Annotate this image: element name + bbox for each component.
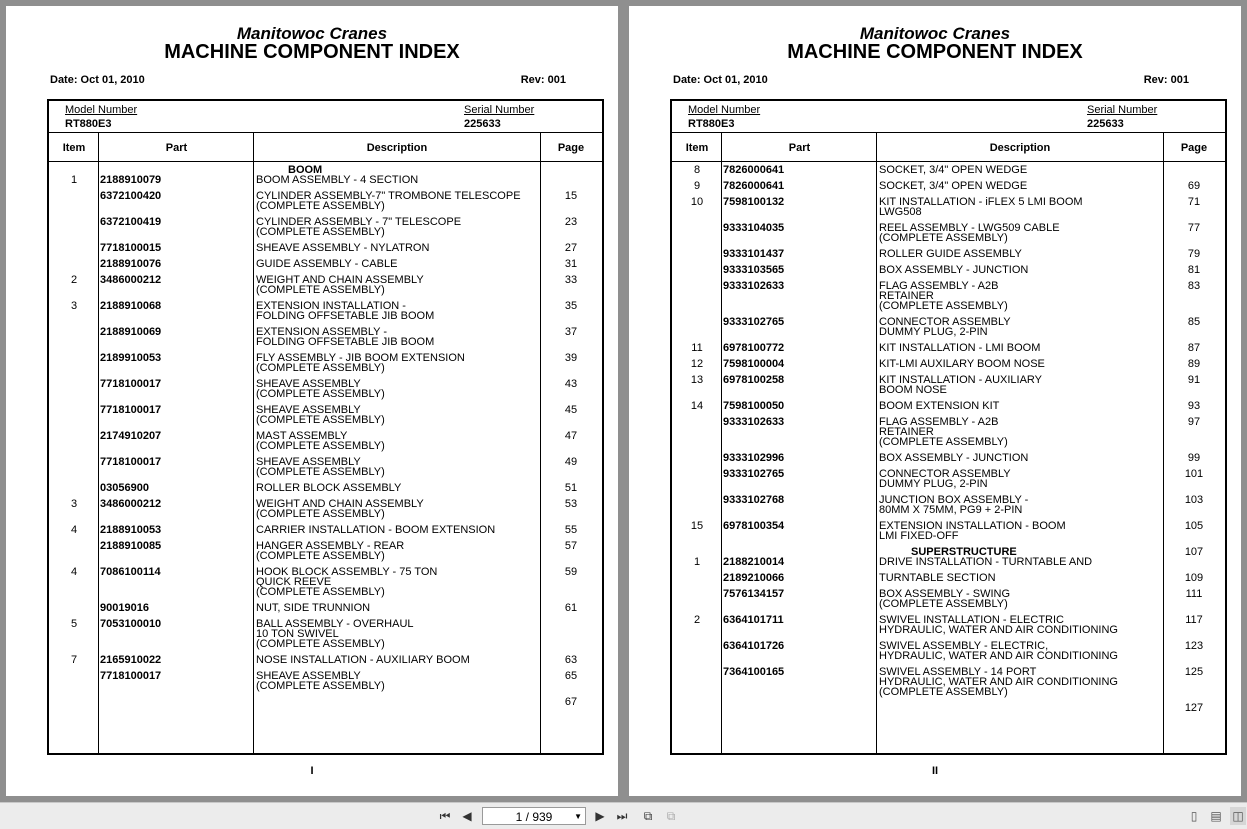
index-table [47,99,604,755]
part-number: 2188910079 [100,174,162,186]
description-line: CONNECTOR ASSEMBLY [879,468,1011,480]
document-title: MACHINE COMPONENT INDEX [164,41,460,63]
description-line: KIT INSTALLATION - LMI BOOM [879,342,1041,354]
model-number-value: RT880E3 [65,118,112,130]
description-line: (COMPLETE ASSEMBLY) [256,200,385,212]
item-number: 4 [70,566,78,578]
page-indicator: 1 / 939 [515,810,553,824]
divider [49,132,602,133]
part-number: 9333102765 [723,316,785,328]
part-number: 7576134157 [723,588,785,600]
part-description [256,243,541,259]
navigation-toolbar [0,802,1247,829]
column-header-item: Item [685,142,709,154]
part-number: 6372100419 [100,216,162,228]
page-number: II [931,765,939,777]
item-number: 12 [690,358,704,370]
part-number: 9333104035 [723,222,785,234]
page-reference: 89 [1187,358,1201,370]
page-reference: 69 [1187,180,1201,192]
description-line: (COMPLETE ASSEMBLY) [256,550,385,562]
page-reference: 31 [564,258,578,270]
serial-number-label: Serial Number [1087,104,1158,116]
description-line: FLAG ASSEMBLY - A2B [879,280,999,292]
part-description [879,281,1164,317]
part-number: 7086100114 [100,566,161,578]
facing-pages-view-icon[interactable]: ◫ [1230,807,1246,825]
description-line: EXTENSION ASSEMBLY - [256,326,388,338]
part-description [256,457,541,483]
description-line: BOX ASSEMBLY - JUNCTION [879,264,1029,276]
part-description [256,431,541,457]
page-reference: 63 [564,654,578,666]
page-reference: 101 [1184,468,1204,480]
description-line: ROLLER GUIDE ASSEMBLY [879,248,1022,260]
part-description [879,343,1164,359]
part-number: 9333102765 [723,468,785,480]
part-number: 6978100354 [723,520,785,532]
page-reference: 15 [564,190,578,202]
item-number: 5 [70,618,78,630]
part-number: 9333102633 [723,416,785,428]
page-reference: 71 [1187,196,1201,208]
column-header-part: Part [165,142,188,154]
page-reference: 91 [1187,374,1201,386]
description-line: (COMPLETE ASSEMBLY) [256,362,385,374]
description-line: NUT, SIDE TRUNNION [256,602,371,614]
description-line: KIT INSTALLATION - AUXILIARY [879,374,1043,386]
part-description [256,541,541,567]
item-number: 1 [693,556,701,568]
part-description [256,499,541,525]
part-description [256,671,541,697]
page-reference: 33 [564,274,578,286]
column-header-item: Item [62,142,86,154]
next-page-icon[interactable]: ▶ [595,809,605,823]
part-number: 2188910053 [100,524,162,536]
page-reference: 79 [1187,248,1201,260]
page-reference: 81 [1187,264,1201,276]
part-number: 7718100017 [100,378,162,390]
table-row [49,378,602,416]
column-header-description: Description [989,142,1051,154]
description-line: (COMPLETE ASSEMBLY) [256,284,385,296]
part-number: 7053100010 [100,618,162,630]
table-row [49,670,602,708]
item-number: 2 [70,274,78,286]
part-description [879,359,1164,375]
part-number: 7598100050 [723,400,785,412]
divider [49,161,602,162]
part-description [256,353,541,379]
description-line: (COMPLETE ASSEMBLY) [256,466,385,478]
description-line: (COMPLETE ASSEMBLY) [256,414,385,426]
page-reference: 59 [564,566,578,578]
part-description [879,417,1164,453]
part-description [879,317,1164,343]
part-number: 2188910068 [100,300,162,312]
description-line: SHEAVE ASSEMBLY [256,670,361,682]
description-line: LWG508 [879,206,922,218]
description-line: JUNCTION BOX ASSEMBLY - [879,494,1029,506]
description-line: (COMPLETE ASSEMBLY) [879,232,1008,244]
page-reference: 37 [564,326,578,338]
last-page-icon[interactable]: ⏭ [616,809,628,823]
page-reference: 117 [1185,614,1203,626]
description-line: CONNECTOR ASSEMBLY [879,316,1011,328]
part-number: 2174910207 [100,430,162,442]
description-line: DUMMY PLUG, 2-PIN [879,478,988,490]
part-number: 7718100017 [100,404,162,416]
item-number: 1 [70,174,78,186]
part-description [879,249,1164,265]
description-line: SHEAVE ASSEMBLY - NYLATRON [256,242,430,254]
description-line: BALL ASSEMBLY - OVERHAUL [256,618,414,630]
part-number: 2189210066 [723,572,785,584]
description-line: SWIVEL ASSEMBLY - ELECTRIC, [879,640,1049,652]
part-description [879,589,1164,615]
description-line: BOX ASSEMBLY - JUNCTION [879,452,1029,464]
part-description [256,655,541,671]
page-reference: 127 [1184,702,1204,714]
rotate-view-icon[interactable]: ⧉ [643,809,653,823]
description-line: TURNTABLE SECTION [879,572,996,584]
part-number: 03056900 [100,482,149,494]
page-reference: 61 [564,602,578,614]
part-description [256,567,541,603]
part-number: 9333102633 [723,280,785,292]
page-reference: 55 [564,524,578,536]
section-heading: BOOM [288,164,323,176]
part-description [879,453,1164,469]
description-line: ROLLER BLOCK ASSEMBLY [256,482,402,494]
description-line: FOLDING OFFSETABLE JIB BOOM [256,310,435,322]
part-description [256,191,541,217]
part-number: 7718100015 [100,242,162,254]
page-reference: 123 [1184,640,1204,652]
description-line: KIT INSTALLATION - iFLEX 5 LMI BOOM [879,196,1083,208]
description-line: WEIGHT AND CHAIN ASSEMBLY [256,498,424,510]
description-line: KIT-LMI AUXILARY BOOM NOSE [879,358,1045,370]
page-reference: 49 [564,456,578,468]
description-line: HANGER ASSEMBLY - REAR [256,540,405,552]
description-line: 80MM X 75MM, PG9 + 2-PIN [879,504,1023,516]
part-number: 3486000212 [100,498,162,510]
description-line: SHEAVE ASSEMBLY [256,456,361,468]
item-number: 10 [690,196,704,208]
part-description [879,223,1164,249]
description-line: SHEAVE ASSEMBLY [256,404,361,416]
description-line: BOX ASSEMBLY - SWING [879,588,1011,600]
part-description [256,483,541,499]
part-number: 2188910076 [100,258,162,270]
page-reference: 83 [1187,280,1201,292]
part-description [879,667,1164,703]
page-reference: 97 [1187,416,1201,428]
part-description [879,265,1164,281]
table-row [49,603,602,619]
description-line: EXTENSION INSTALLATION - [256,300,406,312]
page-reference: 43 [564,378,578,390]
part-description [879,401,1164,417]
description-line: DUMMY PLUG, 2-PIN [879,326,988,338]
part-description [256,217,541,243]
page-reference: 65 [564,670,578,682]
page-reference: 111 [1185,588,1203,600]
document-page-right [629,6,1241,796]
part-number: 9333103565 [723,264,785,276]
part-number: 2188210014 [723,556,785,568]
part-description [879,469,1164,495]
divider [672,132,1225,133]
description-line: EXTENSION INSTALLATION - BOOM [879,520,1066,532]
part-number: 9333102768 [723,494,785,506]
description-line: QUICK REEVE [256,576,332,588]
description-line: BOOM NOSE [879,384,947,396]
divider [672,161,1225,162]
description-line: (COMPLETE ASSEMBLY) [879,686,1008,698]
part-number: 7598100132 [723,196,785,208]
description-line: LMI FIXED-OFF [879,530,959,542]
model-number-value: RT880E3 [688,118,735,130]
brand-title: Manitowoc Cranes [236,24,388,43]
part-number: 6978100258 [723,374,785,386]
description-line: CYLINDER ASSEMBLY-7" TROMBONE TELESCOPE [256,190,521,202]
page-reference: 93 [1187,400,1201,412]
item-number: 8 [693,164,701,176]
part-number: 9333101437 [723,248,785,260]
part-description [879,557,1164,573]
column-header-page: Page [557,142,585,154]
part-description [879,165,1164,181]
serial-number-value: 225633 [1087,118,1124,130]
description-line: HYDRAULIC, WATER AND AIR CONDITIONING [879,676,1118,688]
part-description [256,405,541,431]
description-line: CYLINDER ASSEMBLY - 7" TELESCOPE [256,216,462,228]
description-line: DRIVE INSTALLATION - TURNTABLE AND [879,556,1093,568]
description-line: (COMPLETE ASSEMBLY) [879,300,1008,312]
item-number: 7 [70,654,78,666]
column-header-description: Description [366,142,428,154]
part-number: 7826000641 [723,164,785,176]
page-reference: 45 [564,404,578,416]
item-number: 13 [690,374,704,386]
page-reference: 125 [1184,666,1204,678]
part-number: 7598100004 [723,358,785,370]
part-description [256,275,541,301]
part-description [256,175,541,191]
description-line: FLAG ASSEMBLY - A2B [879,416,999,428]
part-description [879,181,1164,197]
page-number: I [310,765,314,777]
revision-label: Rev: 001 [1143,74,1189,86]
previous-page-icon[interactable]: ◀ [462,809,472,823]
copy-view-icon[interactable]: ⧉ [666,809,676,823]
serial-number-label: Serial Number [464,104,535,116]
part-number: 7718100017 [100,670,162,682]
item-number: 3 [70,300,78,312]
item-number: 2 [693,614,701,626]
description-line: SWIVEL INSTALLATION - ELECTRIC [879,614,1064,626]
item-number: 3 [70,498,78,510]
page-reference: 57 [564,540,578,552]
item-number: 9 [693,180,701,192]
description-line: RETAINER [879,290,934,302]
part-description [879,197,1164,223]
item-number: 4 [70,524,78,536]
date-label: Date: Oct 01, 2010 [673,74,768,86]
column-header-part: Part [788,142,811,154]
part-number: 90019016 [100,602,149,614]
description-line: BOOM EXTENSION KIT [879,400,1000,412]
first-page-icon[interactable]: ⏮ [439,809,451,823]
description-line: HOOK BLOCK ASSEMBLY - 75 TON [256,566,438,578]
description-line: FOLDING OFFSETABLE JIB BOOM [256,336,435,348]
part-number: 9333102996 [723,452,785,464]
page-reference: 51 [564,482,578,494]
part-description [256,619,541,655]
part-description [879,573,1164,589]
page-reference: 107 [1184,546,1204,558]
page-reference: 103 [1184,494,1204,506]
description-line: SWIVEL ASSEMBLY - 14 PORT [879,666,1037,678]
description-line: WEIGHT AND CHAIN ASSEMBLY [256,274,424,286]
page-reference: 77 [1187,222,1201,234]
page-reference: 85 [1187,316,1201,328]
description-line: (COMPLETE ASSEMBLY) [256,440,385,452]
part-number: 7826000641 [723,180,785,192]
part-description [256,259,541,275]
page-reference: 67 [564,696,578,708]
page-reference: 87 [1187,342,1201,354]
part-number: 7364100165 [723,666,785,678]
page-number-field[interactable] [482,807,586,825]
part-number: 2188910069 [100,326,162,338]
description-line: CARRIER INSTALLATION - BOOM EXTENSION [256,524,496,536]
part-number: 2188910085 [100,540,162,552]
part-number: 2165910022 [100,654,162,666]
part-description [879,615,1164,641]
description-line: (COMPLETE ASSEMBLY) [256,388,385,400]
document-title: MACHINE COMPONENT INDEX [787,41,1083,63]
single-page-view-icon[interactable]: ▯ [1190,809,1198,823]
part-description [256,603,541,619]
description-line: (COMPLETE ASSEMBLY) [256,680,385,692]
page-reference: 99 [1187,452,1201,464]
description-line: REEL ASSEMBLY - LWG509 CABLE [879,222,1060,234]
index-table [670,99,1227,755]
page-reference: 109 [1184,572,1204,584]
part-number: 6364101711 [723,614,784,626]
continuous-view-icon[interactable]: ▤ [1210,809,1222,823]
page-reference: 23 [564,216,578,228]
page-reference: 47 [564,430,578,442]
description-line: SOCKET, 3/4" OPEN WEDGE [879,180,1028,192]
section-heading: SUPERSTRUCTURE [911,546,1017,558]
dropdown-caret-icon: ▼ [574,812,582,821]
description-line: MAST ASSEMBLY [256,430,348,442]
part-number: 6372100420 [100,190,162,202]
description-line: 10 TON SWIVEL [256,628,339,640]
revision-label: Rev: 001 [520,74,566,86]
description-line: NOSE INSTALLATION - AUXILIARY BOOM [256,654,470,666]
brand-title: Manitowoc Cranes [859,24,1011,43]
part-number: 6364101726 [723,640,785,652]
page-reference: 35 [564,300,578,312]
description-line: (COMPLETE ASSEMBLY) [879,436,1008,448]
item-number: 11 [691,342,703,354]
part-description [256,379,541,405]
page-reference: 27 [564,242,578,254]
item-number: 15 [690,520,704,532]
serial-number-value: 225633 [464,118,501,130]
description-line: SHEAVE ASSEMBLY [256,378,361,390]
part-description [879,521,1164,547]
page-reference: 39 [564,352,578,364]
description-line: (COMPLETE ASSEMBLY) [256,508,385,520]
description-line: (COMPLETE ASSEMBLY) [256,226,385,238]
part-number: 3486000212 [100,274,162,286]
page-reference: 53 [564,498,578,510]
description-line: RETAINER [879,426,934,438]
part-description [256,327,541,353]
table-row [672,164,1225,192]
date-label: Date: Oct 01, 2010 [50,74,145,86]
column-header-page: Page [1180,142,1208,154]
table-rows [49,164,602,708]
part-description [256,525,541,541]
table-row [672,666,1225,714]
document-page-left [6,6,618,796]
part-description [879,495,1164,521]
description-line: (COMPLETE ASSEMBLY) [256,586,385,598]
item-number: 14 [690,400,704,412]
description-line: BOOM ASSEMBLY - 4 SECTION [256,174,419,186]
description-line: (COMPLETE ASSEMBLY) [879,598,1008,610]
part-number: 6978100772 [723,342,785,354]
description-line: SOCKET, 3/4" OPEN WEDGE [879,164,1028,176]
table-rows [672,164,1225,714]
description-line: HYDRAULIC, WATER AND AIR CONDITIONING [879,624,1118,636]
part-description [879,641,1164,667]
part-number: 2189910053 [100,352,162,364]
description-line: HYDRAULIC, WATER AND AIR CONDITIONING [879,650,1118,662]
part-description [256,301,541,327]
model-number-label: Model Number [688,104,761,116]
model-number-label: Model Number [65,104,138,116]
page-reference: 105 [1184,520,1204,532]
description-line: FLY ASSEMBLY - JIB BOOM EXTENSION [256,352,465,364]
description-line: GUIDE ASSEMBLY - CABLE [256,258,398,270]
part-number: 7718100017 [100,456,162,468]
part-description [879,375,1164,401]
description-line: (COMPLETE ASSEMBLY) [256,638,385,650]
